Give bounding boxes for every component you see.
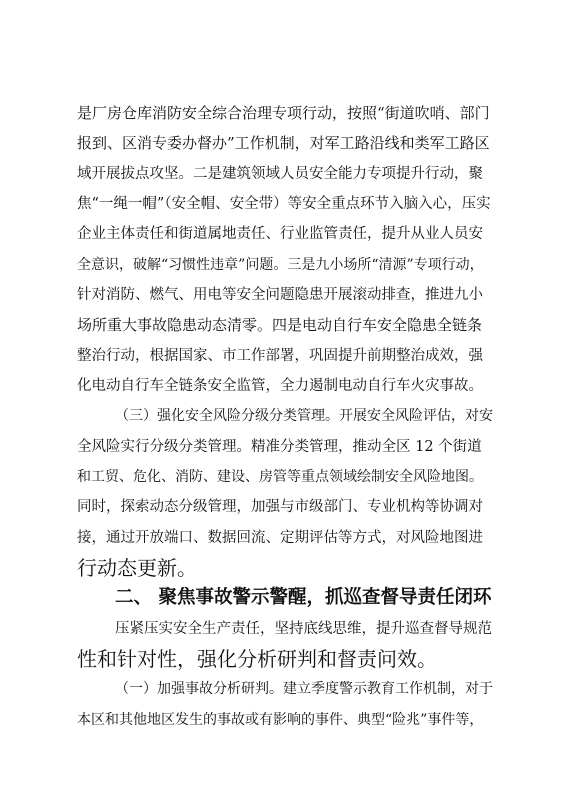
body-line-19: 性和针对性，强化分析研判和督责问效。: [77, 647, 437, 671]
body-line-14: 同时，探索动态分级管理，加强与市级部门、专业机构等协调对: [77, 499, 483, 515]
body-line-8: 场所重大事故隐患动态清零。四是电动自行车安全隐患全链条: [77, 316, 483, 334]
body-line-1: 是厂房仓库消防安全综合治理专项行动，按照“街道吹哨、部门: [77, 104, 490, 122]
body-line-18: 压紧压实安全生产责任，坚持底线思维，提升巡查督导规范: [115, 621, 492, 637]
body-line-7: 针对消防、燃气、用电等安全问题隐患开展滚动排查，推进九小: [77, 287, 483, 303]
body-line-13: 和工贸、危化、消防、建设、房管等重点领域绘制安全风险地图。: [77, 469, 483, 485]
body-line-4: 焦“一绳一帽”（安全帽、安全带）等安全重点环节入脑入心，压实: [77, 196, 491, 212]
section-three-heading-line: （三）强化安全风险分级分类管理。开展安全风险评估，对安: [115, 408, 493, 424]
subsection-one-heading-line: （一）加强事故分析研判。建立季度警示教育工作机制，对于: [115, 681, 493, 697]
body-line-6: 全意识，破解“习惯性违章”问题。三是九小场所“清源”专项行动，: [77, 257, 484, 273]
body-line-9: 整治行动，根据国家、市工作部署，巩固提升前期整治成效，强: [77, 348, 483, 364]
body-line-2: 报到、区消专委办督办”工作机制，对军工路沿线和类军工路区: [77, 134, 490, 152]
body-line-15: 接，通过开放端口、数据回流、定期评估等方式，对风险地图进: [77, 530, 483, 546]
body-line-10: 化电动自行车全链条安全监管，全力遏制电动自行车火灾事故。: [77, 378, 483, 394]
body-line-5: 企业主体责任和街道属地责任、行业监管责任，提升从业人员安: [77, 226, 483, 242]
body-line-21: 本区和其他地区发生的事故或有影响的事件、典型“险兆”事件等，: [77, 712, 484, 728]
body-line-12: 全风险实行分级分类管理。精准分类管理，推动全区 12 个街道: [77, 439, 482, 455]
body-line-16: 行动态更新。: [77, 556, 197, 580]
section-two-heading: 二、 聚焦事故警示警醒，抓巡查督导责任闭环: [115, 587, 492, 608]
body-line-3: 域开展拔点攻坚。二是建筑领域人员安全能力专项提升行动，聚: [77, 166, 483, 182]
